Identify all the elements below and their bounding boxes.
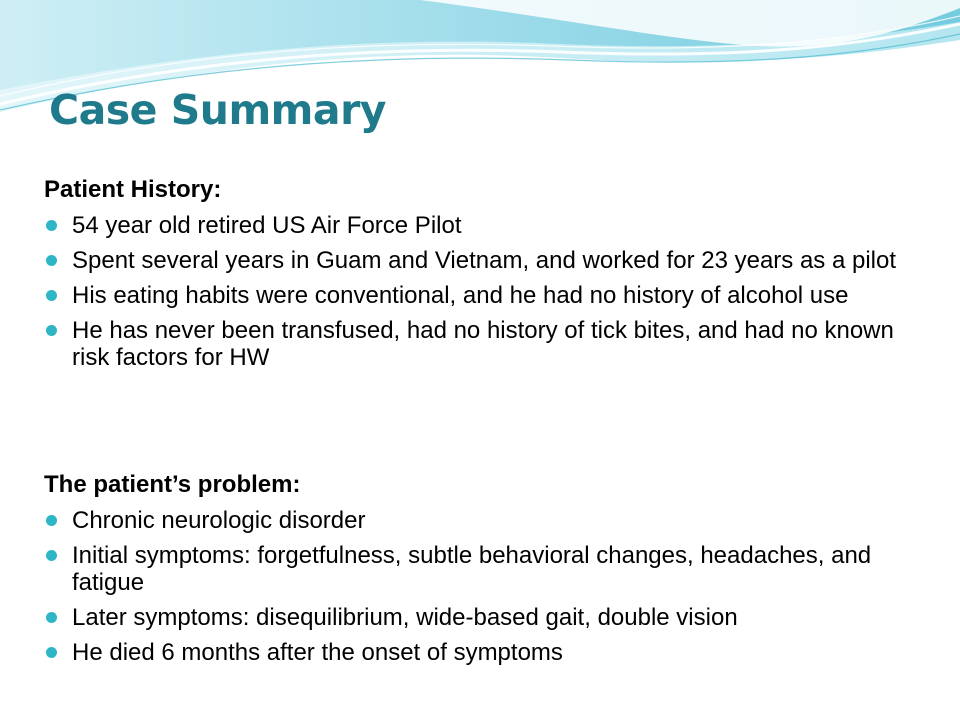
patient-history-list [44, 212, 924, 379]
bullet-dot-icon [46, 515, 57, 526]
list-item [44, 247, 924, 274]
patient-problem-list [44, 507, 924, 674]
list-item-text: He died 6 months after the onset of symptoms [72, 639, 563, 666]
list-item [44, 604, 924, 631]
patient-problem-heading: The patient’s problem: [44, 471, 301, 498]
list-item-text: His eating habits were conventional, and he had no history of alcohol use [72, 282, 849, 309]
list-item-text: 54 year old retired US Air Force Pilot [72, 212, 462, 239]
patient-history-heading: Patient History: [44, 176, 222, 203]
list-item [44, 507, 924, 534]
list-item-text: Chronic neurologic disorder [72, 507, 366, 534]
bullet-dot-icon [46, 647, 57, 658]
bullet-dot-icon [46, 255, 57, 266]
bullet-dot-icon [46, 612, 57, 623]
list-item [44, 542, 924, 596]
bullet-dot-icon [46, 290, 57, 301]
bullet-dot-icon [46, 550, 57, 561]
list-item-text: Later symptoms: disequilibrium, wide-based gait, double vision [72, 604, 738, 631]
bullet-dot-icon [46, 220, 57, 231]
bullet-dot-icon [46, 325, 57, 336]
list-item [44, 282, 924, 309]
list-item-text: Initial symptoms: forgetfulness, subtle behavioral changes, headaches, and fatigue [72, 542, 872, 596]
list-item [44, 212, 924, 239]
list-item-text: Spent several years in Guam and Vietnam, and worked for 23 years as a pilot [72, 247, 897, 274]
slide-title: Case Summary [49, 86, 387, 134]
list-item-text: He has never been transfused, had no history of tick bites, and had no known risk factors for HW [72, 317, 894, 371]
list-item [44, 639, 924, 666]
list-item [44, 317, 924, 371]
